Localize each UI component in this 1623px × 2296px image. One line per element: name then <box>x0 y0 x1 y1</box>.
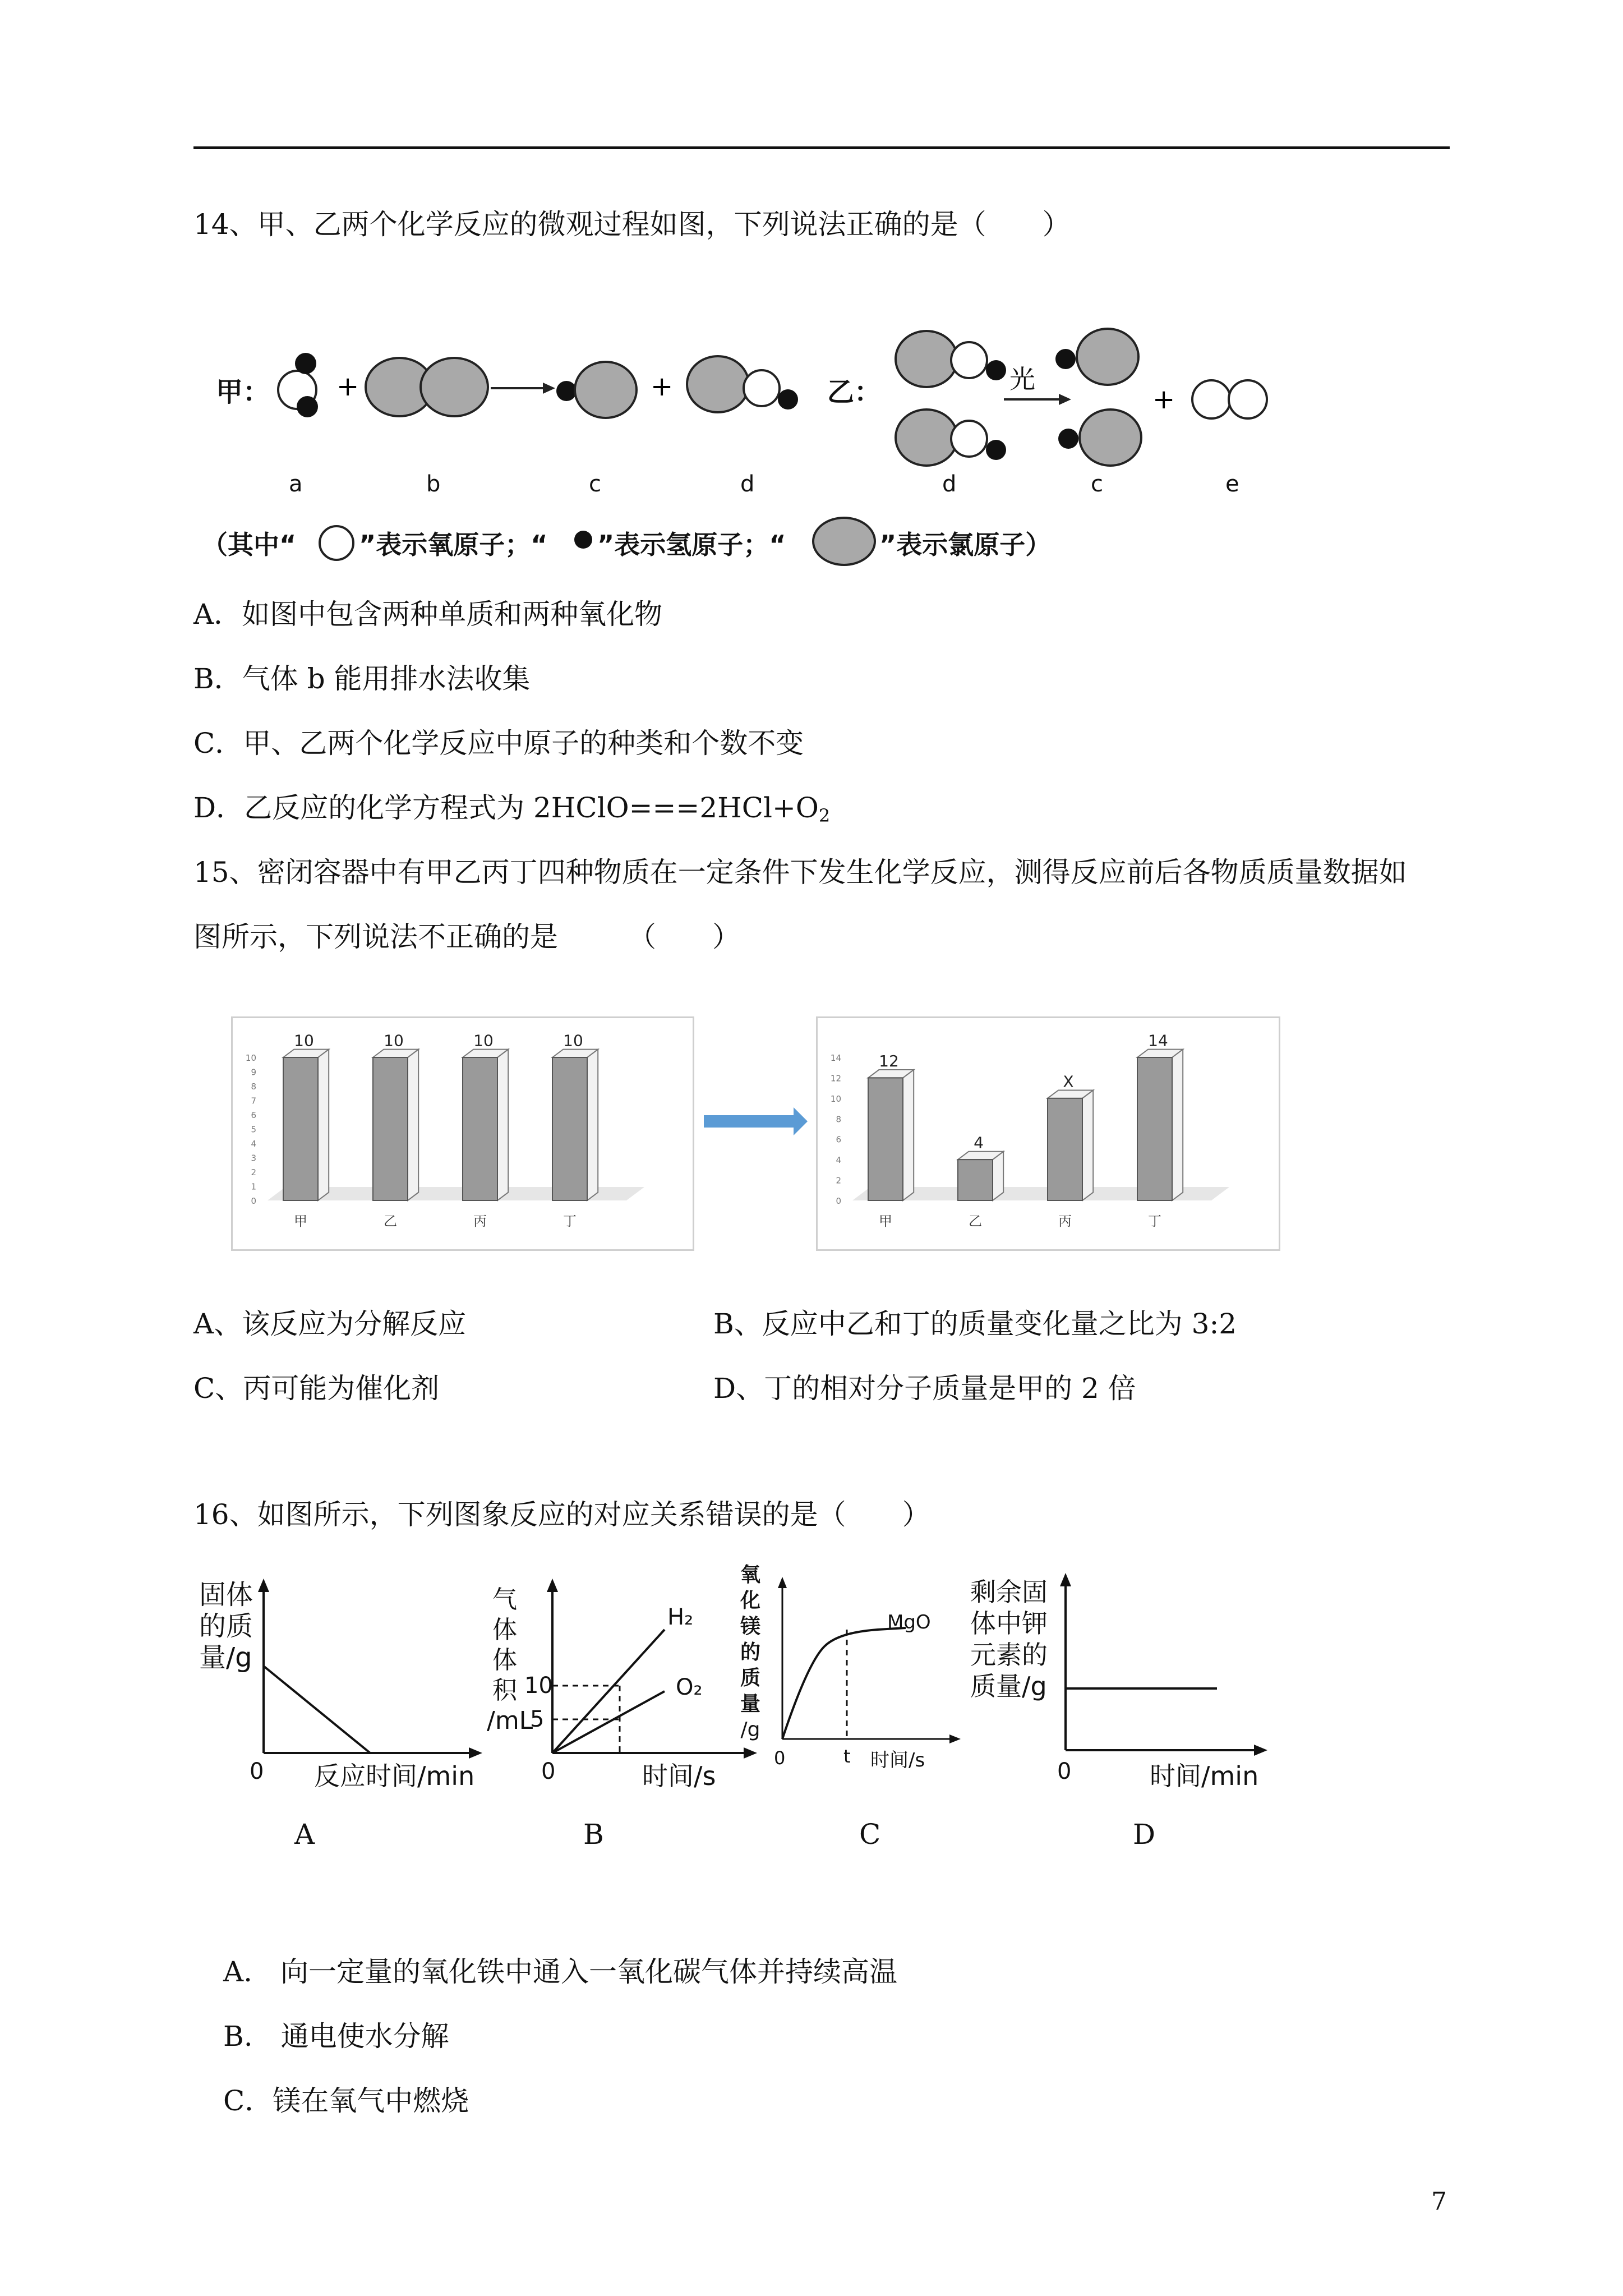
y-tick-label: 8 <box>251 1082 256 1092</box>
q16-graph-d-plot <box>1043 1571 1279 1761</box>
q14-jia-label: 甲： <box>216 376 270 408</box>
q15-chart-after <box>818 1018 1279 1249</box>
bar-side <box>587 1050 598 1200</box>
q16-graph-c-caption: C <box>859 1818 881 1851</box>
bar <box>463 1057 497 1200</box>
q16-graph-c-t-label: t <box>843 1746 851 1767</box>
bar-side <box>318 1050 329 1200</box>
molecule-d-yi-bottom <box>896 409 1006 466</box>
bar-side <box>497 1050 508 1200</box>
q16-option-a: A. 向一定量的氧化铁中通入一氧化碳气体并持续高温 <box>223 1955 898 1988</box>
y-tick-label: 5 <box>251 1124 256 1135</box>
y-tick-label: 6 <box>251 1110 256 1120</box>
q14-yi-label: 乙： <box>827 376 882 408</box>
q16-graph-c-origin: 0 <box>774 1747 786 1769</box>
q15-stem-line2: 图所示，下列说法不正确的是 （ ） <box>193 921 740 953</box>
page-number: 7 <box>1431 2187 1447 2216</box>
q14-letter-c-yi: c <box>1091 471 1103 497</box>
data-label: 14 <box>1148 1031 1168 1050</box>
bar <box>552 1057 587 1200</box>
molecule-e <box>1192 380 1267 418</box>
category-label: 丙 <box>473 1213 487 1229</box>
molecule-c-yi-top <box>1055 329 1138 385</box>
q16-graph-b-ylabel: 气 体 体 积 /mL <box>487 1585 533 1735</box>
q14-letter-c: c <box>589 471 601 497</box>
q14-option-d: D．乙反应的化学方程式为 $2HClO===2HCl+O_2$ <box>193 792 831 826</box>
bar-side <box>1082 1090 1093 1200</box>
q16-graph-c-plot <box>766 1573 967 1753</box>
y-tick-label: 0 <box>836 1196 841 1206</box>
q16-option-b: B. 通电使水分解 <box>223 2020 449 2053</box>
y-tick-label: 4 <box>836 1155 841 1166</box>
q16-graph-a-plot <box>236 1576 488 1767</box>
svg-text:+: + <box>1152 384 1175 415</box>
y-tick-label: 10 <box>830 1093 841 1104</box>
data-label: 10 <box>384 1031 404 1050</box>
q14-letter-e: e <box>1225 471 1239 497</box>
bar <box>1137 1057 1172 1200</box>
q15-chart-before <box>233 1018 693 1249</box>
q15-stem-line1: 15、密闭容器中有甲乙丙丁四种物质在一定条件下发生化学反应，测得反应前后各物质质量数据如 <box>193 856 1407 889</box>
q16-graph-a-caption: A <box>294 1818 315 1851</box>
molecule-c <box>556 362 637 418</box>
y-tick-label: 9 <box>251 1067 256 1078</box>
q16-graph-b-tick10: 10 <box>524 1673 553 1699</box>
y-tick-label: 2 <box>251 1167 256 1177</box>
bar <box>283 1057 318 1200</box>
data-label: 4 <box>974 1133 984 1152</box>
q16-graph-c-xlabel: 时间/s <box>870 1749 925 1772</box>
q16-graph-b-xlabel: 时间/s <box>642 1761 716 1791</box>
q16-graph-b-origin: 0 <box>541 1759 556 1784</box>
bar <box>958 1159 993 1200</box>
q16-graph-c-ylabel: 氧 化 镁 的 质 量 /g <box>740 1563 760 1741</box>
q14-light-label: 光 <box>1009 364 1035 394</box>
molecule-a <box>278 353 318 417</box>
q16-graph-d-xlabel: 时间/min <box>1150 1761 1259 1791</box>
q14-legend-part4: ”表示氯原子） <box>879 530 1052 560</box>
y-tick-label: 3 <box>251 1153 256 1163</box>
q14-option-a: A．如图中包含两种单质和两种氧化物 <box>193 598 663 631</box>
q16-graph-d-ylabel: 剩余固 体中钾 元素的 质量/g <box>970 1577 1048 1701</box>
q15-transition-arrow <box>704 1105 816 1139</box>
q16-graph-b-o2-label: O₂ <box>676 1674 703 1700</box>
q16-option-c: C．镁在氧气中燃烧 <box>223 2085 469 2117</box>
bar <box>373 1057 408 1200</box>
bar-side <box>903 1070 914 1200</box>
q14-legend-part3: ”表示氢原子；“ <box>597 530 786 560</box>
bar <box>868 1078 903 1200</box>
q16-stem: 16、如图所示，下列图象反应的对应关系错误的是（ ） <box>193 1498 930 1531</box>
y-tick-label: 14 <box>830 1053 841 1063</box>
q14-letter-d: d <box>740 471 755 497</box>
data-label: 12 <box>879 1052 899 1071</box>
data-label: 10 <box>473 1031 494 1050</box>
y-tick-label: 7 <box>251 1096 256 1106</box>
q14-letter-b: b <box>426 471 441 497</box>
molecule-c-yi-bottom <box>1058 409 1141 466</box>
category-label: 甲 <box>294 1213 307 1229</box>
q16-graph-d-origin: 0 <box>1057 1759 1072 1784</box>
svg-text:+: + <box>336 371 359 402</box>
svg-text:+: + <box>651 371 674 402</box>
q15-chart-before-frame <box>231 1016 694 1251</box>
data-label: 10 <box>563 1031 583 1050</box>
q15-option-a: A、该反应为分解反应 <box>193 1308 467 1340</box>
y-tick-label: 0 <box>251 1196 256 1206</box>
q14-letter-a: a <box>289 471 303 497</box>
q14-option-c: C．甲、乙两个化学反应中原子的种类和个数不变 <box>193 727 804 760</box>
bar-side <box>1172 1050 1183 1200</box>
q14-legend-part2: ”表示氧原子；“ <box>359 530 548 560</box>
data-label: 10 <box>294 1031 314 1050</box>
q16-graph-b-tick5: 5 <box>530 1706 545 1732</box>
data-label: X <box>1063 1072 1074 1091</box>
q14-option-b: B．气体 b 能用排水法收集 <box>193 662 531 695</box>
category-label: 丁 <box>563 1213 577 1229</box>
q16-graph-b-h2-label: H₂ <box>667 1604 694 1630</box>
bar-side <box>408 1050 418 1200</box>
y-tick-label: 2 <box>836 1175 841 1186</box>
q16-graph-a-origin: 0 <box>250 1759 264 1784</box>
y-tick-label: 4 <box>251 1139 256 1149</box>
q16-graph-d-caption: D <box>1133 1818 1156 1851</box>
category-label: 乙 <box>969 1213 982 1229</box>
y-tick-label: 10 <box>245 1053 256 1063</box>
molecule-d-yi-top <box>896 331 1006 387</box>
q16-graph-b-plot <box>538 1576 763 1767</box>
q16-graph-b-caption: B <box>583 1818 604 1851</box>
bar <box>1048 1098 1082 1200</box>
category-label: 丙 <box>1058 1213 1072 1229</box>
molecule-b <box>366 358 488 416</box>
y-tick-label: 12 <box>830 1073 841 1084</box>
q16-graph-a-xlabel: 反应时间/min <box>314 1761 475 1791</box>
y-tick-label: 8 <box>836 1114 841 1125</box>
y-tick-label: 1 <box>251 1181 256 1192</box>
molecule-d <box>687 356 798 412</box>
q14-stem: 14、甲、乙两个化学反应的微观过程如图，下列说法正确的是（ ） <box>193 208 1071 241</box>
category-label: 甲 <box>879 1213 892 1229</box>
q14-molecule-drawing <box>0 0 1623 505</box>
q14-legend-part1: （其中“ <box>202 530 297 560</box>
q15-option-c: C、丙可能为催化剂 <box>193 1372 440 1405</box>
y-tick-label: 6 <box>836 1134 841 1145</box>
q16-graph-c-mgo-label: MgO <box>887 1611 931 1634</box>
q15-option-b: B、反应中乙和丁的质量变化量之比为 3:2 <box>713 1308 1237 1340</box>
q14-letter-d-yi: d <box>942 471 957 497</box>
q16-graph-a-ylabel: 固体 的质 量/g <box>199 1579 253 1673</box>
category-label: 乙 <box>384 1213 397 1229</box>
category-label: 丁 <box>1148 1213 1161 1229</box>
q15-chart-after-frame <box>816 1016 1280 1251</box>
q15-option-d: D、丁的相对分子质量是甲的 2 倍 <box>713 1372 1136 1405</box>
